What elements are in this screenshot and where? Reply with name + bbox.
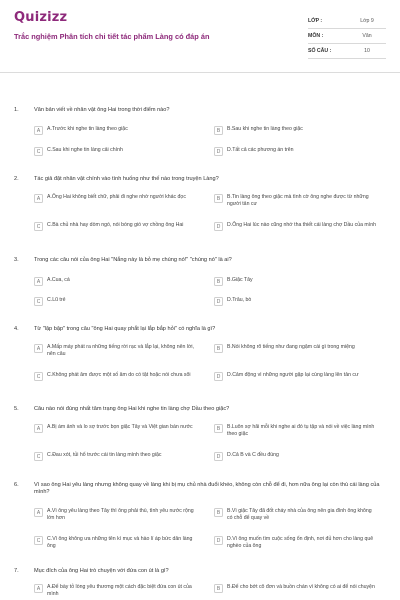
option-text: D.Trâu, bò — [227, 297, 252, 303]
question-number: 5. — [14, 406, 19, 412]
option-letter-box: D — [214, 452, 223, 461]
option-letter-box: D — [214, 222, 223, 231]
option-text: D.Cả B và C đều đúng — [227, 452, 279, 458]
option-letter-box: B — [214, 508, 223, 517]
option-letter-box: B — [214, 194, 223, 203]
option-text: D.Vì ông muốn tìm cuộc sống ổn định, nơi đủ hơn cho làng quê nghèo của ông — [227, 536, 374, 549]
option-letter-box: B — [214, 584, 223, 593]
option-letter-box: A — [34, 584, 43, 593]
question-text: Trong các câu nói của ông Hai "Nắng này là bỏ mẹ chúng nó!" "chúng nó" là ai? — [34, 257, 232, 263]
header-divider — [0, 72, 400, 73]
question-text: Từ "lập bập" trong câu "ông Hai quay phắt lại lắp bắp hỏi" có nghĩa là gì? — [34, 326, 216, 332]
question-text: Vì sao ông Hai yêu làng nhưng không quay về làng khi bị mụ chủ nhà đuổi khéo, không còn chỗ để đi, hơn nữa ông lại còn thù cái làng của mình? — [34, 482, 380, 496]
option-letter-box: C — [34, 452, 43, 461]
option-text: B.Vì giặc Tây đã đốt cháy nhà của ông nên gia đình ông không có chỗ để quay về — [227, 508, 372, 521]
worksheet-meta-table — [308, 14, 386, 59]
question-text: Văn bản viết về nhân vật ông Hai trong thời điểm nào? — [34, 107, 170, 113]
option-letter-box: A — [34, 344, 43, 353]
option-text: B.Để cho bớt cô đơn và buồn chán vì không có ai để nói chuyện — [227, 584, 375, 590]
option-text: A.Bị ám ảnh và lo sợ trước bọn giặc Tây và Việt gian bán nước — [47, 424, 193, 430]
option-text: B.Sau khi nghe tin làng theo giặc — [227, 126, 303, 132]
question-text: Tác giả đặt nhân vật chính vào tình huống như thế nào trong truyện Làng? — [34, 176, 219, 182]
worksheet-header — [0, 0, 400, 72]
option-text: A.Ông Hai không biết chữ, phải đi nghe nhờ người khác đọc — [47, 194, 186, 200]
option-text: D.Tất cả các phương án trên — [227, 147, 294, 153]
question-number: 7. — [14, 568, 19, 574]
quizizz-logo: Quizizz — [14, 10, 68, 25]
option-letter-box: D — [214, 147, 223, 156]
option-text: A.Để bày tỏ lòng yêu thương một cách đặc biệt đứa con út của mình — [47, 584, 192, 597]
meta-label: SỐ CÂU : — [308, 48, 332, 54]
option-letter-box: A — [34, 194, 43, 203]
option-text: A.Cua, cá — [47, 277, 70, 283]
option-text: C.Lũ trẻ — [47, 297, 66, 303]
option-text: C.Không phát âm được một số âm do có tật hoặc nói chưa sõi — [47, 372, 191, 378]
option-text: B.Tin làng ông theo giặc mà tình cờ ông nghe được từ những người tản cư — [227, 194, 369, 207]
option-letter-box: C — [34, 222, 43, 231]
option-text: D.Cảm động vì những người gặp lại cùng làng lên tản cư — [227, 372, 359, 378]
meta-row-grade — [308, 14, 386, 29]
meta-label: MÔN : — [308, 33, 324, 39]
option-text: C.Đau xót, tủi hổ trước cái tin làng mình theo giặc — [47, 452, 162, 458]
question-number: 3. — [14, 257, 19, 263]
option-letter-box: C — [34, 372, 43, 381]
option-letter-box: D — [214, 372, 223, 381]
option-letter-box: B — [214, 277, 223, 286]
option-text: B.Giặc Tây — [227, 277, 253, 283]
worksheet-title: Trắc nghiệm Phân tích chi tiết tác phẩm Làng có đáp án — [14, 32, 210, 41]
question-number: 6. — [14, 482, 19, 488]
meta-value: Văn — [362, 33, 372, 39]
option-text: B.Luôn sợ hãi mỗi khi nghe ai đó tụ tập và nói về việc làng mình theo giặc — [227, 424, 375, 437]
option-text: A.Trước khi nghe tin làng theo giặc — [47, 126, 128, 132]
option-letter-box: D — [214, 536, 223, 545]
option-text: D.Ông Hai lúc nào cũng nhớ tha thiết cái làng chợ Dầu của mình — [227, 222, 376, 228]
option-letter-box: B — [214, 424, 223, 433]
question-text: Câu nào nói đúng nhất tâm trạng ông Hai khi nghe tin làng chợ Dầu theo giặc? — [34, 406, 230, 412]
option-text: A.Mấp máy phát ra những tiếng rời rạc và lắp lại, không nên lời, nên câu — [47, 344, 194, 357]
question-number: 2. — [14, 176, 19, 182]
option-text: B.Nói không rõ tiếng như đang ngậm cái gì trong miệng — [227, 344, 355, 350]
option-letter-box: C — [34, 536, 43, 545]
option-letter-box: A — [34, 277, 43, 286]
meta-value: 10 — [364, 48, 370, 54]
option-letter-box: B — [214, 126, 223, 135]
option-letter-box: A — [34, 424, 43, 433]
meta-row-subject — [308, 29, 386, 44]
meta-label: LỚP : — [308, 18, 323, 24]
option-text: C.Vì ông không ưa những tên kì mục và hào lí áp bức dân làng ông — [47, 536, 193, 549]
question-number: 1. — [14, 107, 19, 113]
question-text: Mục đích của ông Hai trò chuyện với đứa con út là gì? — [34, 568, 169, 574]
option-text: C.Bà chủ nhà hay dòm ngó, nói bóng gió vợ chồng ông Hai — [47, 222, 184, 228]
option-letter-box: A — [34, 508, 43, 517]
option-letter-box: B — [214, 344, 223, 353]
option-letter-box: D — [214, 297, 223, 306]
option-text: A.Vì ông yêu làng theo Tây thì ông phải thù, tình yêu nước rộng lớn hơn — [47, 508, 194, 521]
option-letter-box: C — [34, 297, 43, 306]
option-letter-box: C — [34, 147, 43, 156]
question-number: 4. — [14, 326, 19, 332]
option-letter-box: A — [34, 126, 43, 135]
meta-row-question-count — [308, 44, 386, 59]
option-text: C.Sau khi nghe tin làng cải chính — [47, 147, 123, 153]
meta-value: Lớp 9 — [360, 18, 374, 24]
